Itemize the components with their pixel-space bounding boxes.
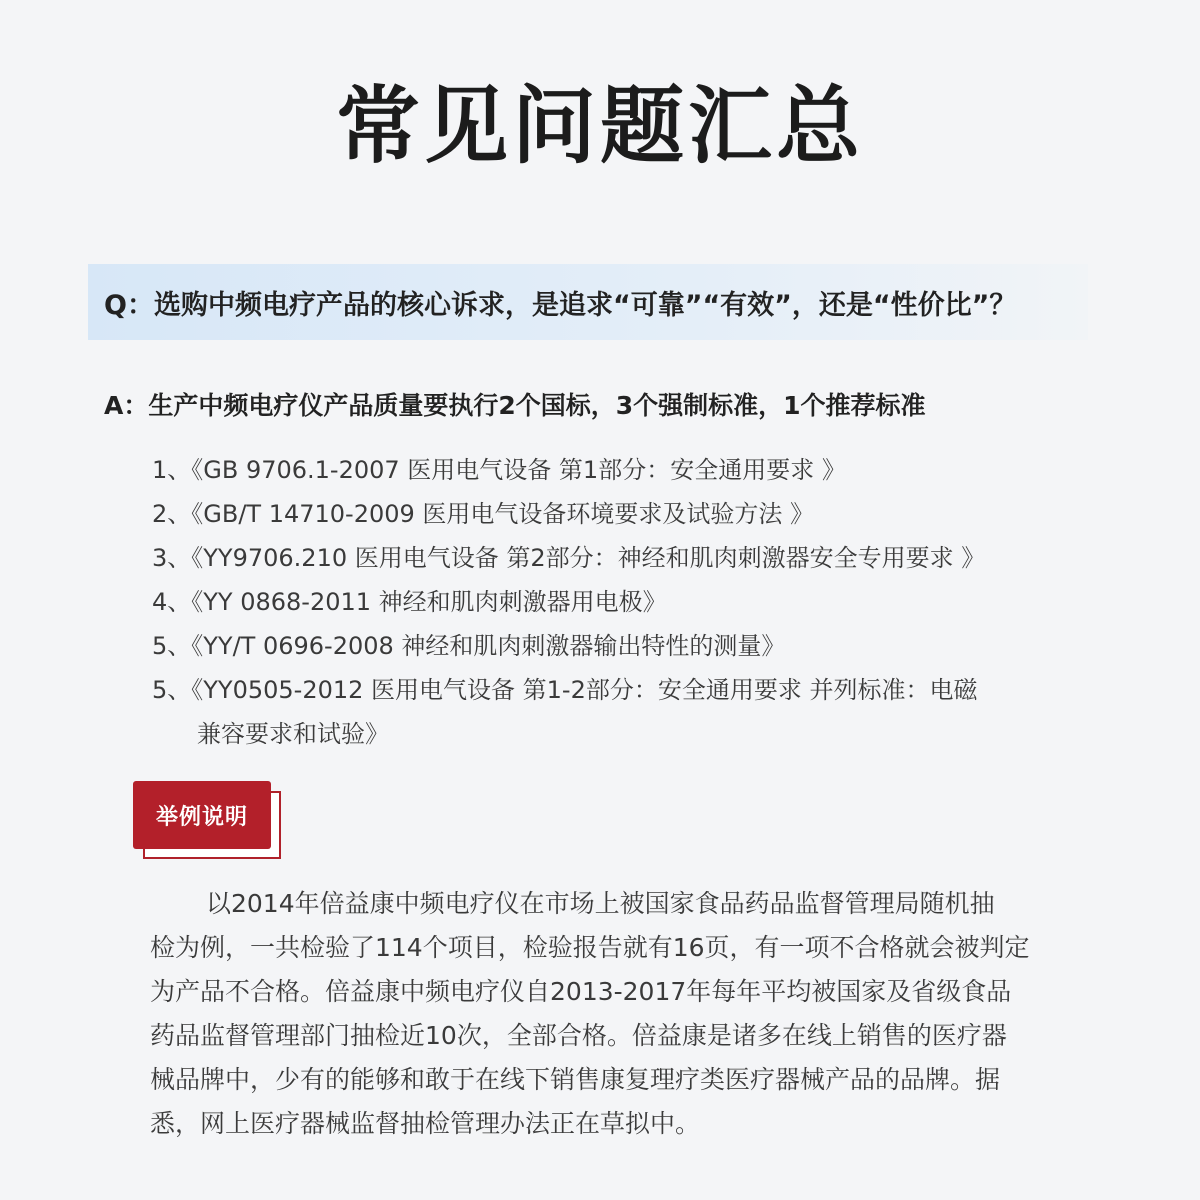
list-item bbox=[152, 448, 1072, 492]
list-item bbox=[152, 580, 1072, 624]
question-text: Q：选购中频电疗产品的核心诉求，是追求“可靠”“有效”，还是“性价比”？ bbox=[104, 289, 1017, 321]
example-paragraph bbox=[150, 882, 1090, 1146]
paragraph-line: 检为例，一共检验了114个项目，检验报告就有16页，有一项不合格就会被判定 bbox=[150, 933, 1030, 962]
paragraph-line: 药品监督管理部门抽检近10次，全部合格。倍益康是诸多在线上销售的医疗器 bbox=[150, 1021, 1007, 1050]
standards-list bbox=[152, 448, 1072, 756]
answer-heading: A：生产中频电疗仪产品质量要执行2个国标，3个强制标准，1个推荐标准 bbox=[104, 391, 926, 420]
standard-text-continuation: 兼容要求和试验》 bbox=[197, 720, 389, 748]
paragraph-line: 以2014年倍益康中频电疗仪在市场上被国家食品药品监督管理局随机抽 bbox=[206, 889, 995, 918]
standard-text: 4、《YY 0868-2011 神经和肌肉刺激器用电极》 bbox=[152, 588, 667, 616]
list-item bbox=[152, 492, 1072, 536]
paragraph-line: 为产品不合格。倍益康中频电疗仪自2013-2017年每年平均被国家及省级食品 bbox=[150, 977, 1012, 1006]
list-item bbox=[152, 624, 1072, 668]
standard-text: 3、《YY9706.210 医用电气设备 第2部分：神经和肌肉刺激器安全专用要求 》 bbox=[152, 544, 986, 572]
badge-label: 举例说明 bbox=[133, 781, 271, 849]
list-item bbox=[152, 668, 1072, 756]
paragraph-line: 械品牌中，少有的能够和敢于在线下销售康复理疗类医疗器械产品的品牌。据 bbox=[150, 1065, 1001, 1094]
paragraph-line: 悉，网上医疗器械监督抽检管理办法正在草拟中。 bbox=[150, 1109, 701, 1138]
example-badge bbox=[133, 781, 283, 863]
standard-text: 2、《GB/T 14710-2009 医用电气设备环境要求及试验方法 》 bbox=[152, 500, 815, 528]
list-item bbox=[152, 536, 1072, 580]
standard-text: 5、《YY0505-2012 医用电气设备 第1-2部分：安全通用要求 并列标准：电磁 bbox=[152, 676, 978, 704]
question-bar bbox=[88, 264, 1088, 340]
page-title: 常见问题汇总 bbox=[335, 77, 864, 175]
standard-text: 5、《YY/T 0696-2008 神经和肌肉刺激器输出特性的测量》 bbox=[152, 632, 786, 660]
standard-text: 1、《GB 9706.1-2007 医用电气设备 第1部分：安全通用要求 》 bbox=[152, 456, 846, 484]
